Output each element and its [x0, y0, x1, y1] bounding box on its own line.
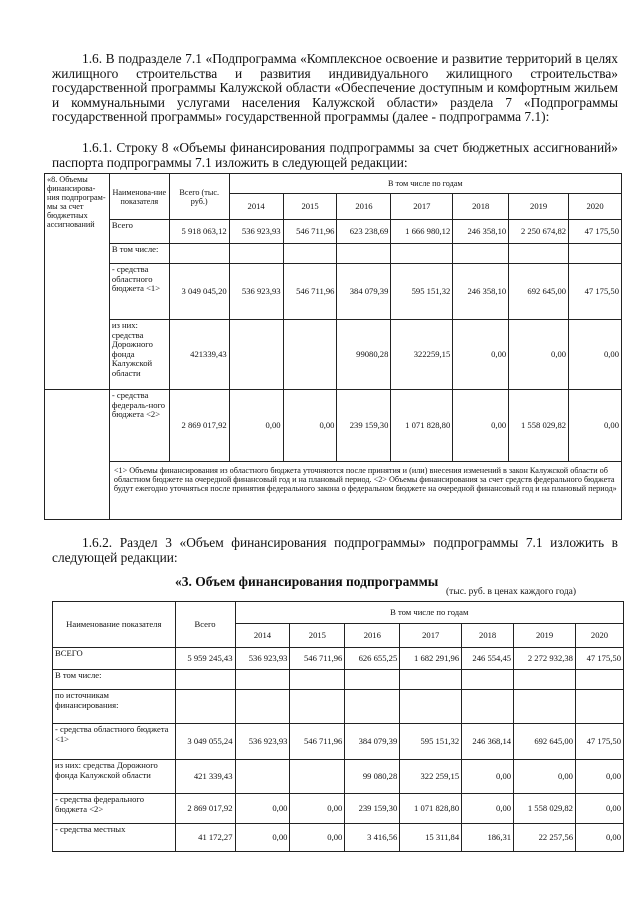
t1-cell: 246 358,10: [453, 220, 509, 244]
t1-cell: 1 071 828,80: [391, 390, 453, 462]
t2-cell: 246 554,45: [462, 648, 514, 670]
table-row: [53, 794, 624, 824]
t1-cell: 0,00: [453, 320, 509, 390]
t2-cell: 0,00: [575, 824, 623, 852]
t1-footnote: <1> Объемы финансирования из областного бюджета уточняются после принятия и (или) внесения изменений в закон Калужской области об областном бюджете на очередной финансовый год и на плановый период. <2> Объемы финансирования за счет средств федерального бюджета будут ежегодно уточняться после принятия федерального закона о федеральном бюджете на очередной финансовый год и на плановый период»: [109, 462, 621, 520]
t2-year-header: 2016: [345, 624, 400, 648]
t1-cell: 546 711,96: [283, 264, 337, 320]
t2-row-name: - средства областного бюджета <1>: [53, 724, 176, 760]
table-row: [53, 824, 624, 852]
t1-year-header: 2016: [337, 194, 391, 220]
t1-cell: 1 666 980,12: [391, 220, 453, 244]
t2-cell: 0,00: [235, 824, 290, 852]
t2-cell: 0,00: [462, 794, 514, 824]
financing-table: [52, 601, 624, 852]
table-row: [45, 244, 622, 264]
t2-cell: 3 416,56: [345, 824, 400, 852]
t2-cell: 0,00: [290, 824, 345, 852]
t1-years-group-header: В том числе по годам: [229, 174, 621, 194]
t1-cell: 421339,43: [169, 320, 229, 390]
t2-cell: 536 923,93: [235, 724, 290, 760]
t1-year-header: 2019: [509, 194, 569, 220]
t2-cell: 2 869 017,92: [175, 794, 235, 824]
t1-cell: 3 049 045,20: [169, 264, 229, 320]
t2-cell: 626 655,25: [345, 648, 400, 670]
t1-row-name: - средства федераль-ного бюджета <2>: [109, 390, 169, 462]
t2-row-name: - средства местных: [53, 824, 176, 852]
t2-year-header: 2019: [514, 624, 576, 648]
paragraph-1-6-1: [52, 141, 618, 170]
t2-cell: 0,00: [235, 794, 290, 824]
units-note: (тыс. руб. в ценах каждого года): [446, 587, 577, 597]
t2-year-header: 2018: [462, 624, 514, 648]
t1-cell: 2 250 674,82: [509, 220, 569, 244]
t1-col-name-header: Наименова-ние показателя: [109, 174, 169, 220]
t2-cell: 0,00: [575, 794, 623, 824]
passport-row-label: «8. Объемы финансирова-ния подпрограм-мы за счет бюджетных ассигнований: [45, 174, 110, 390]
t1-row-name: - средства областного бюджета <1>: [109, 264, 169, 320]
t2-cell: 0,00: [462, 760, 514, 794]
t1-cell: 0,00: [283, 390, 337, 462]
t1-row-name: из них: средства Дорожного фонда Калужской области: [109, 320, 169, 390]
paragraph-1-6: [52, 52, 618, 125]
t2-row-name: из них: средства Дорожного фонда Калужской области: [53, 760, 176, 794]
t2-cell: 239 159,30: [345, 794, 400, 824]
t1-year-header: 2015: [283, 194, 337, 220]
section-heading: «3. Объем финансирования подпрограммы: [175, 574, 439, 589]
t2-year-header: 2015: [290, 624, 345, 648]
table-row: [53, 724, 624, 760]
t2-cell: 322 259,15: [400, 760, 462, 794]
t1-cell: 623 238,69: [337, 220, 391, 244]
t2-cell: 384 079,39: [345, 724, 400, 760]
table-row: [53, 648, 624, 670]
table-row: [45, 320, 622, 390]
t2-cell: 1 071 828,80: [400, 794, 462, 824]
t1-cell: 0,00: [453, 390, 509, 462]
t2-cell: 47 175,50: [575, 648, 623, 670]
t1-cell: [229, 320, 283, 390]
table-row: [53, 760, 624, 794]
t2-cell: 546 711,96: [290, 724, 345, 760]
t1-cell: 0,00: [509, 320, 569, 390]
t2-row-name: - средства федерального бюджета <2>: [53, 794, 176, 824]
t2-year-header: 2014: [235, 624, 290, 648]
t1-cell: 322259,15: [391, 320, 453, 390]
t1-cell: 47 175,50: [569, 220, 622, 244]
t1-year-header: 2018: [453, 194, 509, 220]
t1-cell: [283, 320, 337, 390]
t2-cell: 1 682 291,96: [400, 648, 462, 670]
t2-row-name: по источникам финансирования:: [53, 690, 176, 724]
t2-cell: 186,31: [462, 824, 514, 852]
t2-cell: 2 272 932,38: [514, 648, 576, 670]
table-row: [45, 264, 622, 320]
t2-cell: 421 339,43: [175, 760, 235, 794]
table-row: [53, 690, 624, 724]
t2-cell: 15 311,84: [400, 824, 462, 852]
t2-year-header: 2020: [575, 624, 623, 648]
t1-cell: 595 151,32: [391, 264, 453, 320]
paragraph-1-6-2-text: 1.6.2. Раздел 3 «Объем финансирования подпрограммы» подпрограммы 7.1 изложить в следующей редакции:: [52, 535, 618, 565]
t2-cell: 22 257,56: [514, 824, 576, 852]
t2-cell: 0,00: [514, 760, 576, 794]
t1-cell: 99080,28: [337, 320, 391, 390]
t2-cell: [290, 760, 345, 794]
t1-cell: 536 923,93: [229, 264, 283, 320]
t1-cell: 384 079,39: [337, 264, 391, 320]
paragraph-1-6-text: 1.6. В подразделе 7.1 «Подпрограмма «Комплексное освоение и развитие территорий в целях жилищного строительства и развития индивидуального жилищного строительства» государственной программы Калужской области «Обеспечение доступным и комфортным жильем и коммунальными услугами населения Калужской области» раздела 7 «Подпрограммы государственной программы» государственной программы (далее - подпрограмма 7.1):: [52, 51, 618, 125]
t1-cell: 692 645,00: [509, 264, 569, 320]
t2-cell: 99 080,28: [345, 760, 400, 794]
t1-cell: 0,00: [569, 390, 622, 462]
t2-cell: 1 558 029,82: [514, 794, 576, 824]
paragraph-1-6-1-text: 1.6.1. Строку 8 «Объемы финансирования подпрограммы за счет бюджетных ассигнований» паспорта подпрограммы 7.1 изложить в следующей редакции:: [52, 140, 618, 170]
t1-cell: 239 159,30: [337, 390, 391, 462]
t2-row-name: В том числе:: [53, 670, 176, 690]
t1-cell: 536 923,93: [229, 220, 283, 244]
t2-cell: 41 172,27: [175, 824, 235, 852]
t1-cell: 47 175,50: [569, 264, 622, 320]
t1-row-name: Всего: [109, 220, 169, 244]
t1-cell: 1 558 029,82: [509, 390, 569, 462]
t1-year-header: 2017: [391, 194, 453, 220]
t1-cell: 246 358,10: [453, 264, 509, 320]
t2-cell: [235, 760, 290, 794]
t2-cell: 546 711,96: [290, 648, 345, 670]
t2-col-name-header: Наименование показателя: [53, 602, 176, 648]
t2-cell: 47 175,50: [575, 724, 623, 760]
t2-cell: 246 368,14: [462, 724, 514, 760]
table-row: [53, 670, 624, 690]
t1-cell: 2 869 017,92: [169, 390, 229, 462]
t2-cell: 536 923,93: [235, 648, 290, 670]
t1-cell: 0,00: [229, 390, 283, 462]
t1-cell: 0,00: [569, 320, 622, 390]
t1-col-total-header: Всего (тыс. руб.): [169, 174, 229, 220]
t2-col-total-header: Всего: [175, 602, 235, 648]
t2-year-header: 2017: [400, 624, 462, 648]
t2-cell: 5 959 245,43: [175, 648, 235, 670]
table-row: [45, 390, 622, 462]
t2-years-group-header: В том числе по годам: [235, 602, 623, 624]
t1-cell: 546 711,96: [283, 220, 337, 244]
paragraph-1-6-2: [52, 536, 618, 565]
t2-cell: 3 049 055,24: [175, 724, 235, 760]
table-row: [45, 220, 622, 244]
t1-row-name: В том числе:: [109, 244, 169, 264]
t2-row-name: ВСЕГО: [53, 648, 176, 670]
t2-cell: 692 645,00: [514, 724, 576, 760]
t1-year-header: 2020: [569, 194, 622, 220]
t2-cell: 0,00: [575, 760, 623, 794]
t2-cell: 595 151,32: [400, 724, 462, 760]
passport-table: [44, 173, 622, 520]
t1-cell: 5 918 063,12: [169, 220, 229, 244]
t2-cell: 0,00: [290, 794, 345, 824]
t1-year-header: 2014: [229, 194, 283, 220]
